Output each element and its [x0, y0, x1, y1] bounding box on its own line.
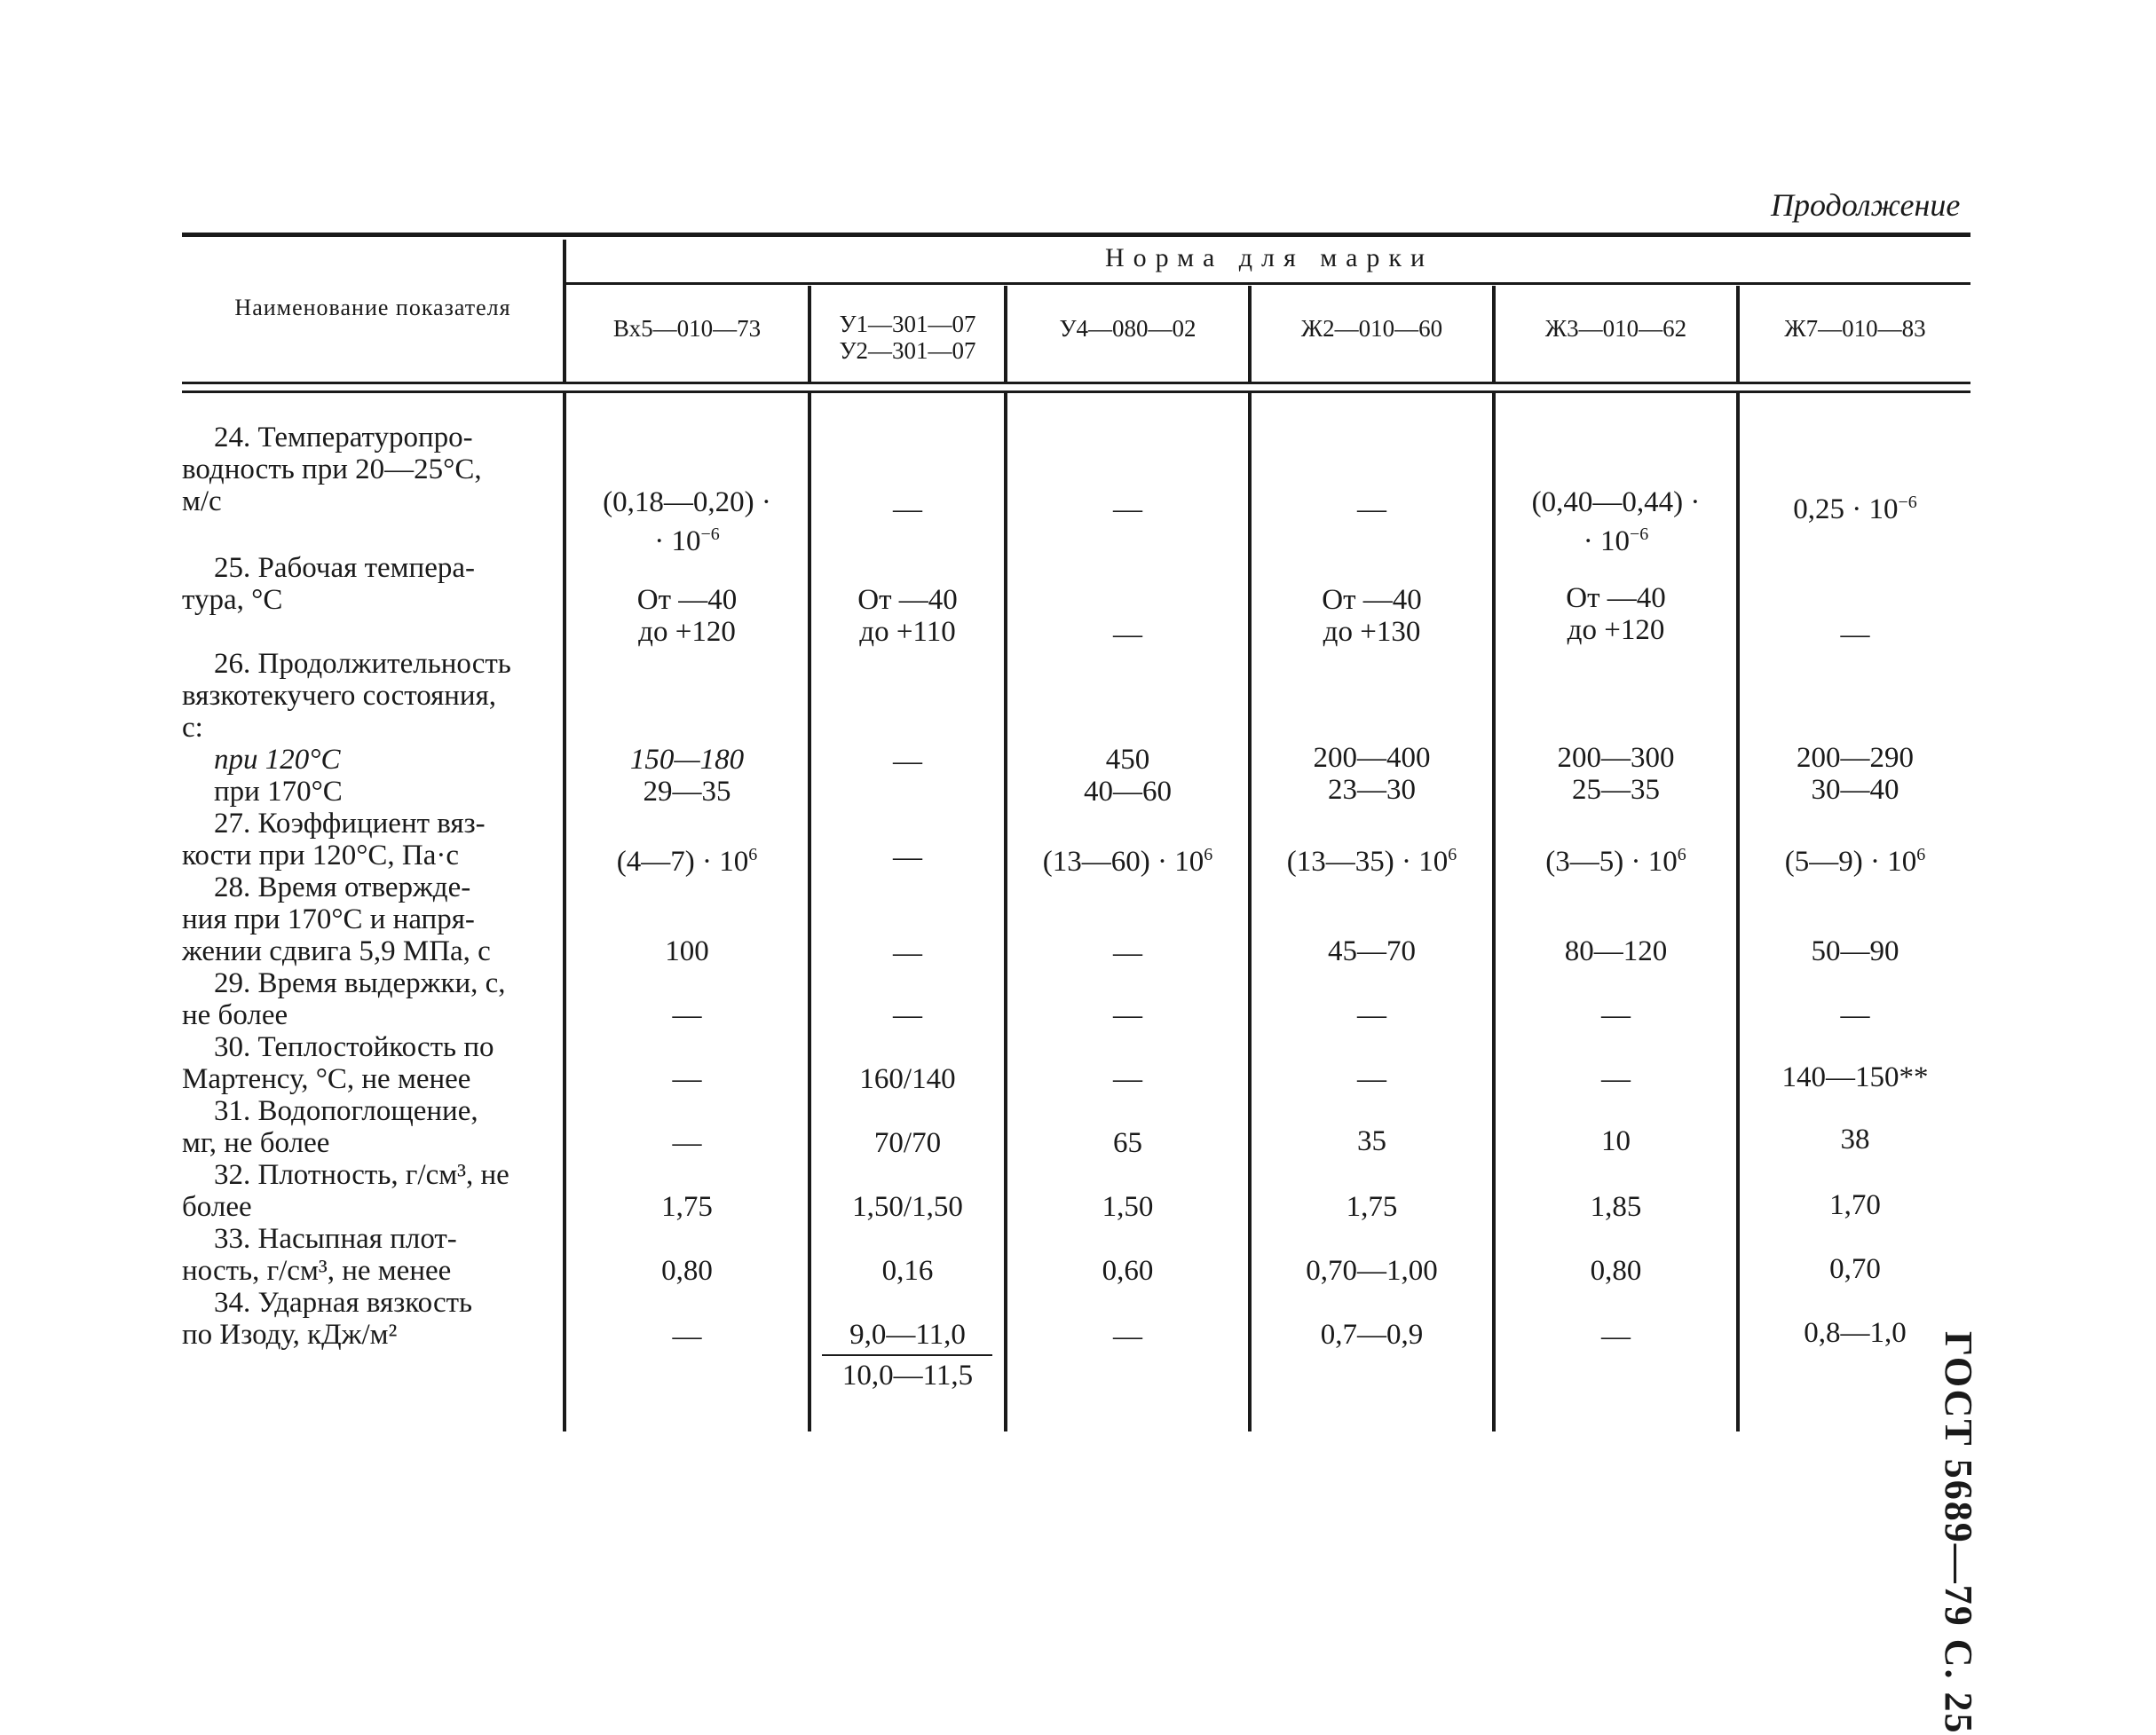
row-29-label: 29. Время выдержки, с, не более: [182, 967, 506, 1031]
row-34-u1u2-bottom: 10,0—11,5: [841, 1360, 974, 1392]
row-34-zh7: 0,8—1,0: [1804, 1317, 1907, 1349]
row-24-zh2: —: [1357, 493, 1386, 525]
row-32-label: 32. Плотность, г/см³, не более: [182, 1159, 509, 1223]
row-25-u1u2: От —40 до +110: [857, 584, 958, 648]
header-indicator-name: Наименование показателя: [234, 295, 511, 320]
row-31-zh2: 35: [1357, 1125, 1386, 1157]
row-26-zh3: 200—300 25—35: [1557, 742, 1675, 806]
row-26-sub-120: при 120°С: [214, 744, 341, 776]
grade-vx5: Вх5—010—73: [612, 315, 762, 342]
row-27-zh2: (13—35) · $10^6$: [1286, 845, 1457, 878]
row-34-label: 34. Ударная вязкость по Изоду, кДж/м²: [182, 1287, 473, 1351]
row-33-zh2: 0,70—1,00: [1306, 1255, 1438, 1287]
row-34-fraction-line: [822, 1354, 992, 1356]
row-24-vx5: (0,18—0,20) · · $10^{-6}$: [603, 486, 771, 557]
row-34-vx5: —: [672, 1321, 702, 1353]
grade-u2: У2—301—07: [839, 337, 976, 364]
row-25-zh7: —: [1840, 619, 1870, 651]
row-26-u1u2: —: [893, 745, 922, 777]
row-28-zh7: 50—90: [1811, 935, 1899, 967]
row-25-u4: —: [1113, 619, 1142, 651]
row-30-zh3: —: [1601, 1063, 1631, 1095]
table-top-rule: [182, 233, 1970, 237]
row-24-label: 24. Температуропро- водность при 20—25°С, м/с: [182, 422, 482, 517]
row-30-zh7: 140—150**: [1781, 1061, 1929, 1093]
col-rule-0: [563, 240, 566, 382]
grade-u1-u2: [811, 311, 1004, 364]
row-31-zh7: 38: [1840, 1124, 1870, 1155]
row-30-u4: —: [1113, 1063, 1142, 1095]
row-27-zh7: (5—9) · $10^6$: [1784, 845, 1926, 878]
row-34-zh3: —: [1601, 1321, 1631, 1353]
row-33-u4: 0,60: [1102, 1255, 1154, 1287]
row-32-u4: 1,50: [1102, 1191, 1154, 1223]
row-30-u1u2: 160/140: [859, 1063, 956, 1095]
norm-header-rule: [566, 282, 1970, 285]
grade-zh3: Ж3—010—62: [1544, 315, 1687, 342]
row-28-label: 28. Время отвержде- ния при 170°С и напря- жении сдвига 5,9 МПа, с: [182, 871, 491, 967]
row-33-u1u2: 0,16: [881, 1255, 934, 1287]
row-25-label: 25. Рабочая темпера- тура, °С: [182, 552, 476, 616]
row-31-u4: 65: [1113, 1127, 1142, 1159]
row-27-u1u2: —: [893, 841, 922, 873]
row-29-u4: —: [1113, 999, 1142, 1031]
row-26-u4: 450 40—60: [1084, 744, 1172, 808]
row-30-label: 30. Теплостойкость по Мартенсу, °С, не менее: [182, 1031, 494, 1095]
row-26-vx5: 150—180 29—35: [629, 744, 745, 808]
grade-u1: У1—301—07: [839, 311, 976, 337]
row-25-zh2: От —40 до +130: [1322, 584, 1422, 648]
row-28-zh3: 80—120: [1564, 935, 1668, 967]
row-30-vx5: —: [672, 1063, 702, 1095]
row-26-zh7: 200—290 30—40: [1797, 742, 1914, 806]
row-27-vx5: (4—7) · $10^6$: [616, 845, 758, 878]
row-28-zh2: 45—70: [1328, 935, 1416, 967]
row-26-sub-170: при 170°С: [214, 776, 343, 808]
grade-u4: У4—080—02: [1059, 315, 1196, 342]
row-32-zh2: 1,75: [1346, 1191, 1398, 1223]
row-31-u1u2: 70/70: [873, 1127, 942, 1159]
row-30-zh2: —: [1357, 1063, 1386, 1095]
row-32-zh3: 1,85: [1590, 1191, 1642, 1223]
row-27-zh3: (3—5) · $10^6$: [1545, 845, 1686, 878]
row-24-zh7: $0,25 \cdot 10^{-6}$: [1793, 493, 1917, 525]
row-33-label: 33. Насыпная плот- ность, г/см³, не менее: [182, 1223, 457, 1287]
row-29-zh2: —: [1357, 999, 1386, 1031]
row-28-vx5: 100: [665, 935, 709, 967]
row-31-zh3: 10: [1601, 1125, 1631, 1157]
row-32-vx5: 1,75: [661, 1191, 713, 1223]
row-29-zh7: —: [1840, 999, 1870, 1031]
continuation-label: Продолжение: [1771, 187, 1961, 223]
row-26-zh2: 200—400 23—30: [1313, 742, 1431, 806]
row-32-zh7: 1,70: [1829, 1189, 1881, 1221]
row-34-zh2: 0,7—0,9: [1320, 1319, 1424, 1351]
row-24-u1u2: —: [893, 493, 922, 525]
row-26-label: 26. Продолжительность вязкотекучего состояния, с: при 120°С при 170°С: [182, 648, 564, 808]
grade-zh7: Ж7—010—83: [1784, 315, 1926, 342]
row-27-label: 27. Коэффициент вяз- кости при 120°С, Па·с: [182, 808, 486, 871]
row-25-zh3: От —40 до +120: [1566, 582, 1666, 646]
header-bottom-rule-2: [182, 390, 1970, 393]
row-27-u4: (13—60) · $10^6$: [1042, 845, 1213, 878]
row-34-u4: —: [1113, 1321, 1142, 1353]
row-28-u4: —: [1113, 937, 1142, 969]
row-32-u1u2: 1,50/1,50: [852, 1191, 963, 1223]
row-28-u1u2: —: [893, 937, 922, 969]
side-page-label: ГОСТ 5689—79 С. 25: [1937, 1331, 1980, 1735]
row-31-vx5: —: [672, 1127, 702, 1159]
row-33-zh3: 0,80: [1590, 1255, 1642, 1287]
row-25-vx5: От —40 до +120: [636, 584, 738, 648]
row-31-label: 31. Водопоглощение, мг, не более: [182, 1095, 478, 1159]
row-33-vx5: 0,80: [661, 1255, 713, 1287]
row-34-u1u2-top: 9,0—11,0: [849, 1319, 966, 1351]
row-33-zh7: 0,70: [1829, 1253, 1881, 1285]
grade-zh2: Ж2—010—60: [1300, 315, 1443, 342]
row-29-u1u2: —: [893, 999, 922, 1031]
row-24-u4: —: [1113, 493, 1142, 525]
row-24-zh3: (0,40—0,44) · · $10^{-6}$: [1531, 486, 1701, 557]
header-norm-title: Норма для марки: [1104, 243, 1434, 272]
row-29-zh3: —: [1601, 999, 1631, 1031]
header-bottom-rule-1: [182, 382, 1970, 384]
row-29-vx5: —: [672, 999, 702, 1031]
